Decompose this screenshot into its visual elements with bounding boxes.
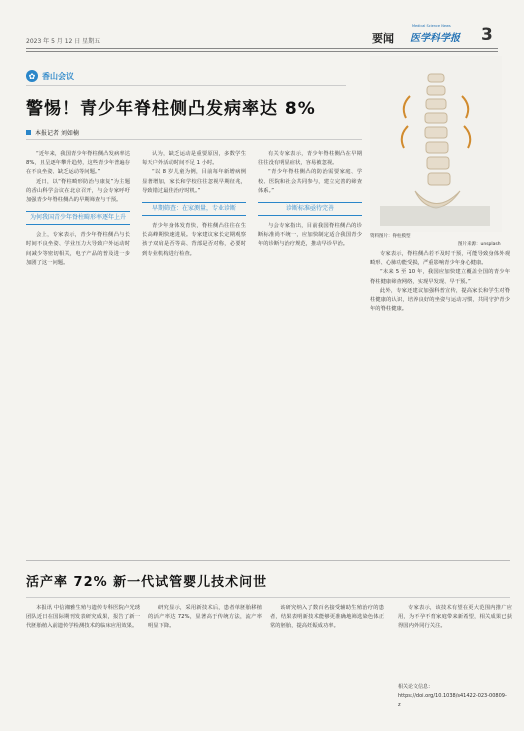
byline [26,128,79,137]
page-header [0,0,524,52]
paragraph: 此外，专家还建议加强科普宣传，提高家长和学生对脊柱健康的认识，培养良好的坐姿与运动习惯，共同守护青少年的脊柱健康。 [370,287,510,313]
section-name: 要闻 [372,32,394,45]
column-tag-label: 香山会议 [42,71,74,81]
edition-date: 2023 年 5 月 12 日 星期五 [26,38,101,45]
second-article-column-1 [26,604,140,726]
tag-rule [26,85,346,86]
spine-model-image [370,56,502,232]
paragraph: “青少年脊柱侧凸的防治需要家庭、学校、医院和社会共同参与，建立完善的筛查体系。” [258,169,362,194]
article-column-1 [26,150,130,550]
column-tag [26,70,74,82]
paragraph: 本报讯 中信湘雅生殖与遗传专科医院卢光琇团队近日在国际期刊发表研究成果，报告了新一代胚胎植入前遗传学检测技术的临床应用效果。 [26,605,140,630]
header-rule [26,48,498,49]
article-title: 警惕！青少年脊柱侧凸发病率达 8% [26,99,316,119]
spine-photo [370,56,502,232]
subheading: 早期筛查：在家测量，专业诊断 [142,202,246,216]
body-rule [26,139,362,140]
second-article-title: 活产率 72% 新一代试管婴儿技术问世 [26,575,268,590]
paragraph: 会上，专家表示，青少年脊柱侧凸与长时间不良坐姿、学业压力大导致户外运动时间减少等密切相关，电子产品的普及进一步加剧了这一问题。 [26,232,130,266]
paragraph: 研究显示，采用新技术后，患者单胚胎移植的活产率达 72%，显著高于传统方法，流产率明显下降。 [148,605,262,630]
paragraph: 青少年身体发育快，脊柱侧凸往往在生长高峰期快速进展。专家建议家长定期观察孩子双肩是否等高、背部是否对称，必要时到专业机构进行检查。 [142,223,246,257]
byline-marker-icon [26,130,31,135]
article-column-4 [370,250,510,314]
article-column-3 [258,150,362,550]
paragraph: 专家表示，脊柱侧凸若不及时干预，可能导致身体外观畸形、心肺功能受损，严重影响青少年身心健康。 [370,251,510,267]
photo-caption [370,233,510,247]
logo-subtitle: Medical Science News [412,24,451,28]
paragraph: 近日，以“脊柱畸形防治与康复”为主题的香山科学会议在北京召开，与会专家呼吁加强青少年脊柱侧凸的早期筛查与干预。 [26,178,130,204]
paragraph: 有关专家表示，青少年脊柱侧凸在早期往往没有明显症状，容易被忽视。 [258,151,362,167]
paragraph: “未来 5 至 10 年，我国应加快建立覆盖全国的青少年脊柱健康筛查网络，实现早发现、早干预。” [370,269,510,285]
article-column-2 [142,150,246,550]
caption-text: 资料图片：脊柱模型 [370,234,411,239]
header-rule-2 [26,51,498,52]
article-separator [26,560,510,561]
subheading: 为何我国青少年脊柱畸形率逐年上升 [26,211,130,225]
photo-credit: 图片来源：unsplash [458,242,501,247]
paragraph: 专家表示，该技术有望在更大范围内推广应用，为不孕不育家庭带来新希望，相关成果已获得国内外同行关注。 [398,605,512,630]
second-article-column-3 [270,604,384,726]
newspaper-logo: 医学科学报 [410,33,460,44]
paragraph: 与会专家指出，目前我国脊柱侧凸的诊断标准尚不统一，应加快制定适合我国青少年的诊断与治疗规范，推动早诊早治。 [258,223,362,248]
second-article-column-4 [398,604,512,676]
paragraph: 认为，缺乏运动是重要原因，多数学生每天户外活动时间不足 1 小时。 [142,151,246,167]
second-article-column-2 [148,604,262,726]
meeting-icon: ✿ [26,70,38,82]
paragraph: 该研究纳入了数百名接受辅助生殖治疗的患者，结果表明新技术能够更准确地筛选染色体正常的胚胎，提高妊娠成功率。 [270,605,384,630]
subheading: 诊断标准亟待完善 [258,202,362,216]
second-article-rule [26,597,510,598]
page-number: 3 [481,25,493,45]
paragraph: “近年来，我国青少年脊柱侧凸发病率达 8%，且呈逐年攀升趋势，这些青少年普遍存在不良坐姿、缺乏运动等问题。” [26,151,130,176]
byline-text: 本报记者 刘如楠 [35,130,79,137]
source-note[interactable]: 相关论文信息：https://doi.org/10.1038/s41422-023-00809-z [398,684,507,708]
paragraph: “以 8 岁儿童为例，目前每年新增病例显著增加，家长和学校往往忽视早期征兆，导致错过最佳治疗时机。” [142,169,246,194]
